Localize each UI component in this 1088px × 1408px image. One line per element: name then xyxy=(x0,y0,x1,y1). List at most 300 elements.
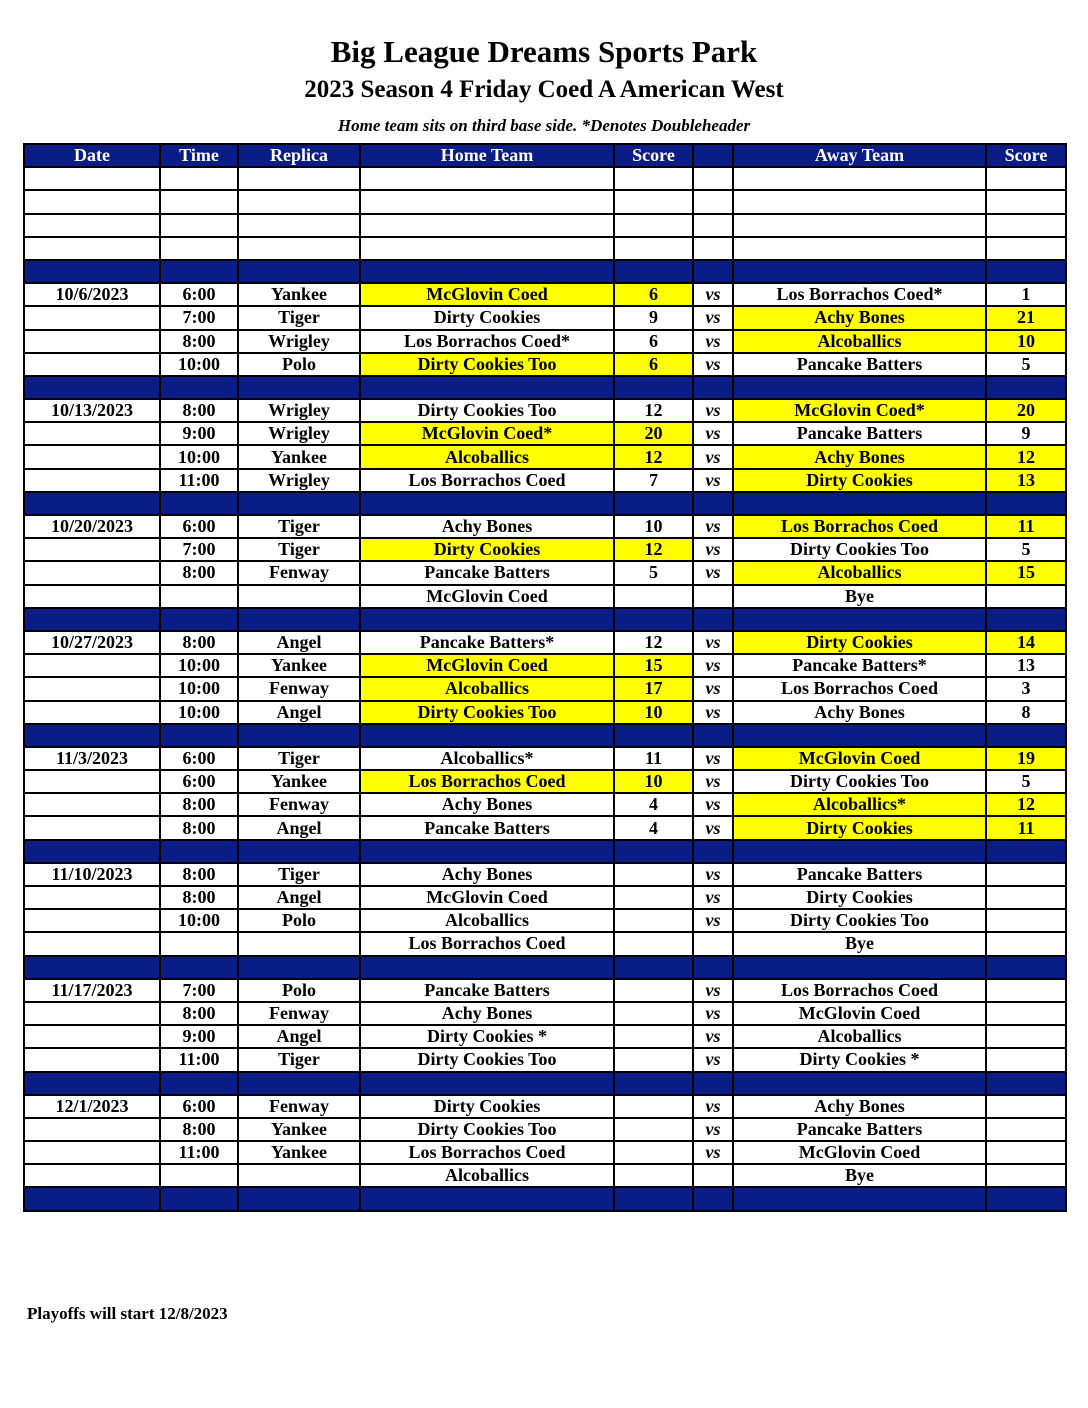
home-team: Los Borrachos Coed xyxy=(360,1141,614,1164)
game-date: 11/10/2023 xyxy=(24,863,160,886)
away-score xyxy=(986,1095,1066,1118)
game-row xyxy=(24,793,1066,816)
versus-label: vs xyxy=(693,1048,733,1071)
column-header-date: Date xyxy=(24,144,160,167)
game-time: 8:00 xyxy=(160,399,238,422)
game-row xyxy=(24,909,1066,932)
away-score: 10 xyxy=(986,330,1066,353)
versus-label: vs xyxy=(693,330,733,353)
game-row xyxy=(24,399,1066,422)
game-replica-field: Yankee xyxy=(238,770,360,793)
versus-label: vs xyxy=(693,631,733,654)
home-score: 4 xyxy=(614,816,693,839)
home-team: Dirty Cookies Too xyxy=(360,353,614,376)
game-row xyxy=(24,863,1066,886)
versus-label: vs xyxy=(693,561,733,584)
game-date xyxy=(24,1164,160,1187)
game-date xyxy=(24,538,160,561)
separator-cell xyxy=(24,1187,160,1210)
game-replica-field: Angel xyxy=(238,886,360,909)
game-row xyxy=(24,979,1066,1002)
game-replica-field: Yankee xyxy=(238,654,360,677)
game-time: 8:00 xyxy=(160,863,238,886)
blank-cell xyxy=(693,214,733,237)
separator-cell xyxy=(360,1072,614,1095)
versus-label: vs xyxy=(693,701,733,724)
home-team: Dirty Cookies * xyxy=(360,1025,614,1048)
home-score xyxy=(614,886,693,909)
away-team: Achy Bones xyxy=(733,1095,986,1118)
game-replica-field: Wrigley xyxy=(238,469,360,492)
versus-label xyxy=(693,585,733,608)
away-team: McGlovin Coed xyxy=(733,1141,986,1164)
game-date xyxy=(24,422,160,445)
separator-cell xyxy=(693,376,733,399)
game-date xyxy=(24,585,160,608)
separator-cell xyxy=(160,260,238,283)
game-row xyxy=(24,886,1066,909)
game-date xyxy=(24,1048,160,1071)
game-time: 8:00 xyxy=(160,816,238,839)
column-header-home-team: Home Team xyxy=(360,144,614,167)
game-replica-field: Wrigley xyxy=(238,330,360,353)
home-score xyxy=(614,1048,693,1071)
home-team: Pancake Batters xyxy=(360,816,614,839)
home-score xyxy=(614,932,693,955)
game-date xyxy=(24,1002,160,1025)
game-row xyxy=(24,1095,1066,1118)
separator-row xyxy=(24,956,1066,979)
away-team: Dirty Cookies xyxy=(733,469,986,492)
game-replica-field: Tiger xyxy=(238,747,360,770)
game-replica-field: Polo xyxy=(238,909,360,932)
game-replica-field: Tiger xyxy=(238,1048,360,1071)
separator-cell xyxy=(238,492,360,515)
game-date xyxy=(24,816,160,839)
versus-label: vs xyxy=(693,469,733,492)
home-score xyxy=(614,1118,693,1141)
separator-cell xyxy=(24,840,160,863)
away-team: McGlovin Coed xyxy=(733,747,986,770)
away-score: 19 xyxy=(986,747,1066,770)
column-header-vs xyxy=(693,144,733,167)
game-row xyxy=(24,1141,1066,1164)
away-team: Achy Bones xyxy=(733,445,986,468)
home-team: Dirty Cookies Too xyxy=(360,701,614,724)
separator-cell xyxy=(24,724,160,747)
separator-row xyxy=(24,608,1066,631)
separator-cell xyxy=(614,608,693,631)
home-team: Alcoballics xyxy=(360,677,614,700)
playoffs-note: Playoffs will start 12/8/2023 xyxy=(27,1304,228,1323)
home-score xyxy=(614,1095,693,1118)
separator-cell xyxy=(238,1187,360,1210)
separator-cell xyxy=(693,840,733,863)
away-team: Dirty Cookies * xyxy=(733,1048,986,1071)
blank-cell xyxy=(986,190,1066,213)
away-team: Dirty Cookies Too xyxy=(733,538,986,561)
separator-cell xyxy=(986,376,1066,399)
away-score xyxy=(986,886,1066,909)
away-team: Bye xyxy=(733,585,986,608)
game-time xyxy=(160,585,238,608)
game-time: 8:00 xyxy=(160,561,238,584)
game-replica-field: Angel xyxy=(238,701,360,724)
away-team: Los Borrachos Coed xyxy=(733,677,986,700)
home-score: 6 xyxy=(614,330,693,353)
away-score xyxy=(986,1002,1066,1025)
blank-row xyxy=(24,214,1066,237)
game-time: 6:00 xyxy=(160,1095,238,1118)
separator-cell xyxy=(360,724,614,747)
away-score: 8 xyxy=(986,701,1066,724)
away-team: Dirty Cookies xyxy=(733,816,986,839)
blank-cell xyxy=(733,190,986,213)
game-date xyxy=(24,1025,160,1048)
away-score: 5 xyxy=(986,770,1066,793)
game-date: 10/13/2023 xyxy=(24,399,160,422)
home-score: 10 xyxy=(614,770,693,793)
game-date xyxy=(24,909,160,932)
home-score xyxy=(614,909,693,932)
away-score: 20 xyxy=(986,399,1066,422)
versus-label: vs xyxy=(693,1002,733,1025)
blank-cell xyxy=(160,214,238,237)
separator-cell xyxy=(360,840,614,863)
separator-cell xyxy=(24,1072,160,1095)
home-team: Alcoballics xyxy=(360,909,614,932)
separator-cell xyxy=(693,260,733,283)
home-score: 12 xyxy=(614,399,693,422)
away-score: 11 xyxy=(986,816,1066,839)
separator-cell xyxy=(733,724,986,747)
game-replica-field: Yankee xyxy=(238,1141,360,1164)
separator-cell xyxy=(733,608,986,631)
game-date xyxy=(24,1141,160,1164)
separator-cell xyxy=(693,956,733,979)
separator-cell xyxy=(986,608,1066,631)
game-row xyxy=(24,1025,1066,1048)
blank-cell xyxy=(733,167,986,190)
home-score xyxy=(614,979,693,1002)
separator-cell xyxy=(614,376,693,399)
game-time xyxy=(160,932,238,955)
away-team: Alcoballics* xyxy=(733,793,986,816)
blank-cell xyxy=(733,214,986,237)
game-time: 11:00 xyxy=(160,1048,238,1071)
game-date xyxy=(24,793,160,816)
versus-label: vs xyxy=(693,283,733,306)
game-replica-field xyxy=(238,585,360,608)
separator-cell xyxy=(614,260,693,283)
game-date xyxy=(24,1118,160,1141)
separator-cell xyxy=(614,492,693,515)
away-team: Alcoballics xyxy=(733,1025,986,1048)
blank-cell xyxy=(238,167,360,190)
separator-cell xyxy=(24,376,160,399)
separator-cell xyxy=(24,956,160,979)
versus-label xyxy=(693,932,733,955)
game-replica-field xyxy=(238,1164,360,1187)
game-time: 6:00 xyxy=(160,747,238,770)
separator-cell xyxy=(733,376,986,399)
home-score: 7 xyxy=(614,469,693,492)
game-date xyxy=(24,469,160,492)
game-replica-field: Fenway xyxy=(238,561,360,584)
page-subtitle: 2023 Season 4 Friday Coed A American West xyxy=(304,76,784,103)
game-date xyxy=(24,677,160,700)
separator-row xyxy=(24,492,1066,515)
separator-cell xyxy=(160,1187,238,1210)
game-row xyxy=(24,585,1066,608)
away-team: Pancake Batters xyxy=(733,1118,986,1141)
separator-cell xyxy=(238,376,360,399)
column-header-away-team: Away Team xyxy=(733,144,986,167)
separator-cell xyxy=(986,956,1066,979)
home-team: Los Borrachos Coed xyxy=(360,770,614,793)
column-header-replica: Replica xyxy=(238,144,360,167)
game-row xyxy=(24,538,1066,561)
separator-cell xyxy=(693,724,733,747)
game-date xyxy=(24,701,160,724)
column-header-home-score: Score xyxy=(614,144,693,167)
blank-cell xyxy=(238,214,360,237)
separator-cell xyxy=(614,840,693,863)
versus-label: vs xyxy=(693,1118,733,1141)
game-row xyxy=(24,1118,1066,1141)
separator-cell xyxy=(24,260,160,283)
away-score: 5 xyxy=(986,538,1066,561)
away-score: 21 xyxy=(986,306,1066,329)
blank-cell xyxy=(238,190,360,213)
game-row xyxy=(24,469,1066,492)
game-date xyxy=(24,770,160,793)
blank-cell xyxy=(614,190,693,213)
away-team: Achy Bones xyxy=(733,701,986,724)
separator-cell xyxy=(614,956,693,979)
away-team: Dirty Cookies xyxy=(733,631,986,654)
blank-cell xyxy=(614,214,693,237)
away-score xyxy=(986,1141,1066,1164)
away-team: McGlovin Coed xyxy=(733,1002,986,1025)
home-score: 9 xyxy=(614,306,693,329)
home-team: Pancake Batters xyxy=(360,979,614,1002)
game-replica-field: Tiger xyxy=(238,515,360,538)
blank-cell xyxy=(24,190,160,213)
separator-cell xyxy=(238,956,360,979)
game-replica-field: Tiger xyxy=(238,863,360,886)
separator-cell xyxy=(360,376,614,399)
game-replica-field: Polo xyxy=(238,353,360,376)
game-date xyxy=(24,353,160,376)
separator-cell xyxy=(693,492,733,515)
page-title: Big League Dreams Sports Park xyxy=(330,34,758,69)
separator-row xyxy=(24,840,1066,863)
blank-row xyxy=(24,190,1066,213)
blank-cell xyxy=(693,167,733,190)
game-row xyxy=(24,283,1066,306)
home-team: Dirty Cookies Too xyxy=(360,1048,614,1071)
home-score: 6 xyxy=(614,353,693,376)
blank-cell xyxy=(360,214,614,237)
home-score xyxy=(614,1164,693,1187)
game-row xyxy=(24,1048,1066,1071)
home-score xyxy=(614,1025,693,1048)
game-time: 9:00 xyxy=(160,422,238,445)
home-score: 12 xyxy=(614,631,693,654)
away-score: 9 xyxy=(986,422,1066,445)
away-team: Los Borrachos Coed* xyxy=(733,283,986,306)
game-date xyxy=(24,330,160,353)
separator-cell xyxy=(24,492,160,515)
game-date xyxy=(24,932,160,955)
home-score: 17 xyxy=(614,677,693,700)
away-team: Dirty Cookies Too xyxy=(733,770,986,793)
blank-cell xyxy=(986,214,1066,237)
game-time: 7:00 xyxy=(160,306,238,329)
versus-label: vs xyxy=(693,306,733,329)
game-time: 8:00 xyxy=(160,631,238,654)
separator-cell xyxy=(614,724,693,747)
versus-label: vs xyxy=(693,677,733,700)
game-row xyxy=(24,1164,1066,1187)
game-row xyxy=(24,654,1066,677)
home-team: Los Borrachos Coed xyxy=(360,932,614,955)
separator-cell xyxy=(238,260,360,283)
column-header-away-score: Score xyxy=(986,144,1066,167)
versus-label: vs xyxy=(693,1025,733,1048)
game-time: 8:00 xyxy=(160,330,238,353)
home-team: Achy Bones xyxy=(360,793,614,816)
game-replica-field: Angel xyxy=(238,1025,360,1048)
separator-row xyxy=(24,1072,1066,1095)
game-date: 12/1/2023 xyxy=(24,1095,160,1118)
separator-cell xyxy=(614,1072,693,1095)
home-team: Achy Bones xyxy=(360,1002,614,1025)
game-time: 7:00 xyxy=(160,979,238,1002)
blank-cell xyxy=(160,237,238,260)
separator-cell xyxy=(733,492,986,515)
versus-label: vs xyxy=(693,747,733,770)
blank-cell xyxy=(986,167,1066,190)
blank-cell xyxy=(24,237,160,260)
away-score xyxy=(986,585,1066,608)
separator-row xyxy=(24,376,1066,399)
separator-row xyxy=(24,724,1066,747)
separator-cell xyxy=(160,840,238,863)
game-date: 11/3/2023 xyxy=(24,747,160,770)
home-team: Los Borrachos Coed* xyxy=(360,330,614,353)
game-time: 8:00 xyxy=(160,1002,238,1025)
blank-cell xyxy=(693,190,733,213)
game-replica-field: Fenway xyxy=(238,677,360,700)
home-score xyxy=(614,1141,693,1164)
home-team: Dirty Cookies xyxy=(360,306,614,329)
versus-label: vs xyxy=(693,863,733,886)
versus-label: vs xyxy=(693,770,733,793)
game-time: 8:00 xyxy=(160,793,238,816)
versus-label: vs xyxy=(693,1095,733,1118)
home-team: Dirty Cookies xyxy=(360,1095,614,1118)
separator-cell xyxy=(160,1072,238,1095)
game-row xyxy=(24,353,1066,376)
away-score: 12 xyxy=(986,445,1066,468)
game-date xyxy=(24,654,160,677)
game-time: 6:00 xyxy=(160,770,238,793)
separator-cell xyxy=(986,492,1066,515)
home-team: Dirty Cookies xyxy=(360,538,614,561)
away-team: Bye xyxy=(733,1164,986,1187)
home-score: 10 xyxy=(614,515,693,538)
blank-cell xyxy=(160,167,238,190)
away-score: 3 xyxy=(986,677,1066,700)
home-score: 6 xyxy=(614,283,693,306)
blank-cell xyxy=(733,237,986,260)
versus-label: vs xyxy=(693,816,733,839)
separator-cell xyxy=(733,840,986,863)
separator-cell xyxy=(160,492,238,515)
home-team: McGlovin Coed* xyxy=(360,422,614,445)
separator-cell xyxy=(693,608,733,631)
away-score: 1 xyxy=(986,283,1066,306)
versus-label: vs xyxy=(693,422,733,445)
blank-cell xyxy=(238,237,360,260)
game-replica-field xyxy=(238,932,360,955)
home-team: Alcoballics* xyxy=(360,747,614,770)
away-score xyxy=(986,863,1066,886)
home-score: 12 xyxy=(614,538,693,561)
home-team: Alcoballics xyxy=(360,445,614,468)
away-team: Dirty Cookies xyxy=(733,886,986,909)
game-replica-field: Fenway xyxy=(238,1095,360,1118)
game-replica-field: Yankee xyxy=(238,283,360,306)
game-row xyxy=(24,306,1066,329)
game-replica-field: Fenway xyxy=(238,1002,360,1025)
separator-cell xyxy=(24,608,160,631)
blank-cell xyxy=(614,167,693,190)
away-team: Los Borrachos Coed xyxy=(733,979,986,1002)
away-score: 15 xyxy=(986,561,1066,584)
schedule-body xyxy=(24,167,1066,1210)
versus-label: vs xyxy=(693,515,733,538)
home-team: Pancake Batters* xyxy=(360,631,614,654)
game-row xyxy=(24,631,1066,654)
home-team: Achy Bones xyxy=(360,863,614,886)
home-team: McGlovin Coed xyxy=(360,654,614,677)
separator-cell xyxy=(360,608,614,631)
game-time: 10:00 xyxy=(160,677,238,700)
game-date xyxy=(24,561,160,584)
game-replica-field: Fenway xyxy=(238,793,360,816)
versus-label: vs xyxy=(693,654,733,677)
separator-cell xyxy=(360,260,614,283)
game-replica-field: Wrigley xyxy=(238,422,360,445)
home-score: 15 xyxy=(614,654,693,677)
separator-cell xyxy=(160,956,238,979)
game-replica-field: Polo xyxy=(238,979,360,1002)
blank-row xyxy=(24,167,1066,190)
away-team: Pancake Batters xyxy=(733,863,986,886)
versus-label: vs xyxy=(693,353,733,376)
blank-cell xyxy=(24,167,160,190)
home-score: 4 xyxy=(614,793,693,816)
home-score: 11 xyxy=(614,747,693,770)
home-team: Achy Bones xyxy=(360,515,614,538)
away-score: 11 xyxy=(986,515,1066,538)
game-row xyxy=(24,1002,1066,1025)
separator-cell xyxy=(238,1072,360,1095)
home-score: 12 xyxy=(614,445,693,468)
